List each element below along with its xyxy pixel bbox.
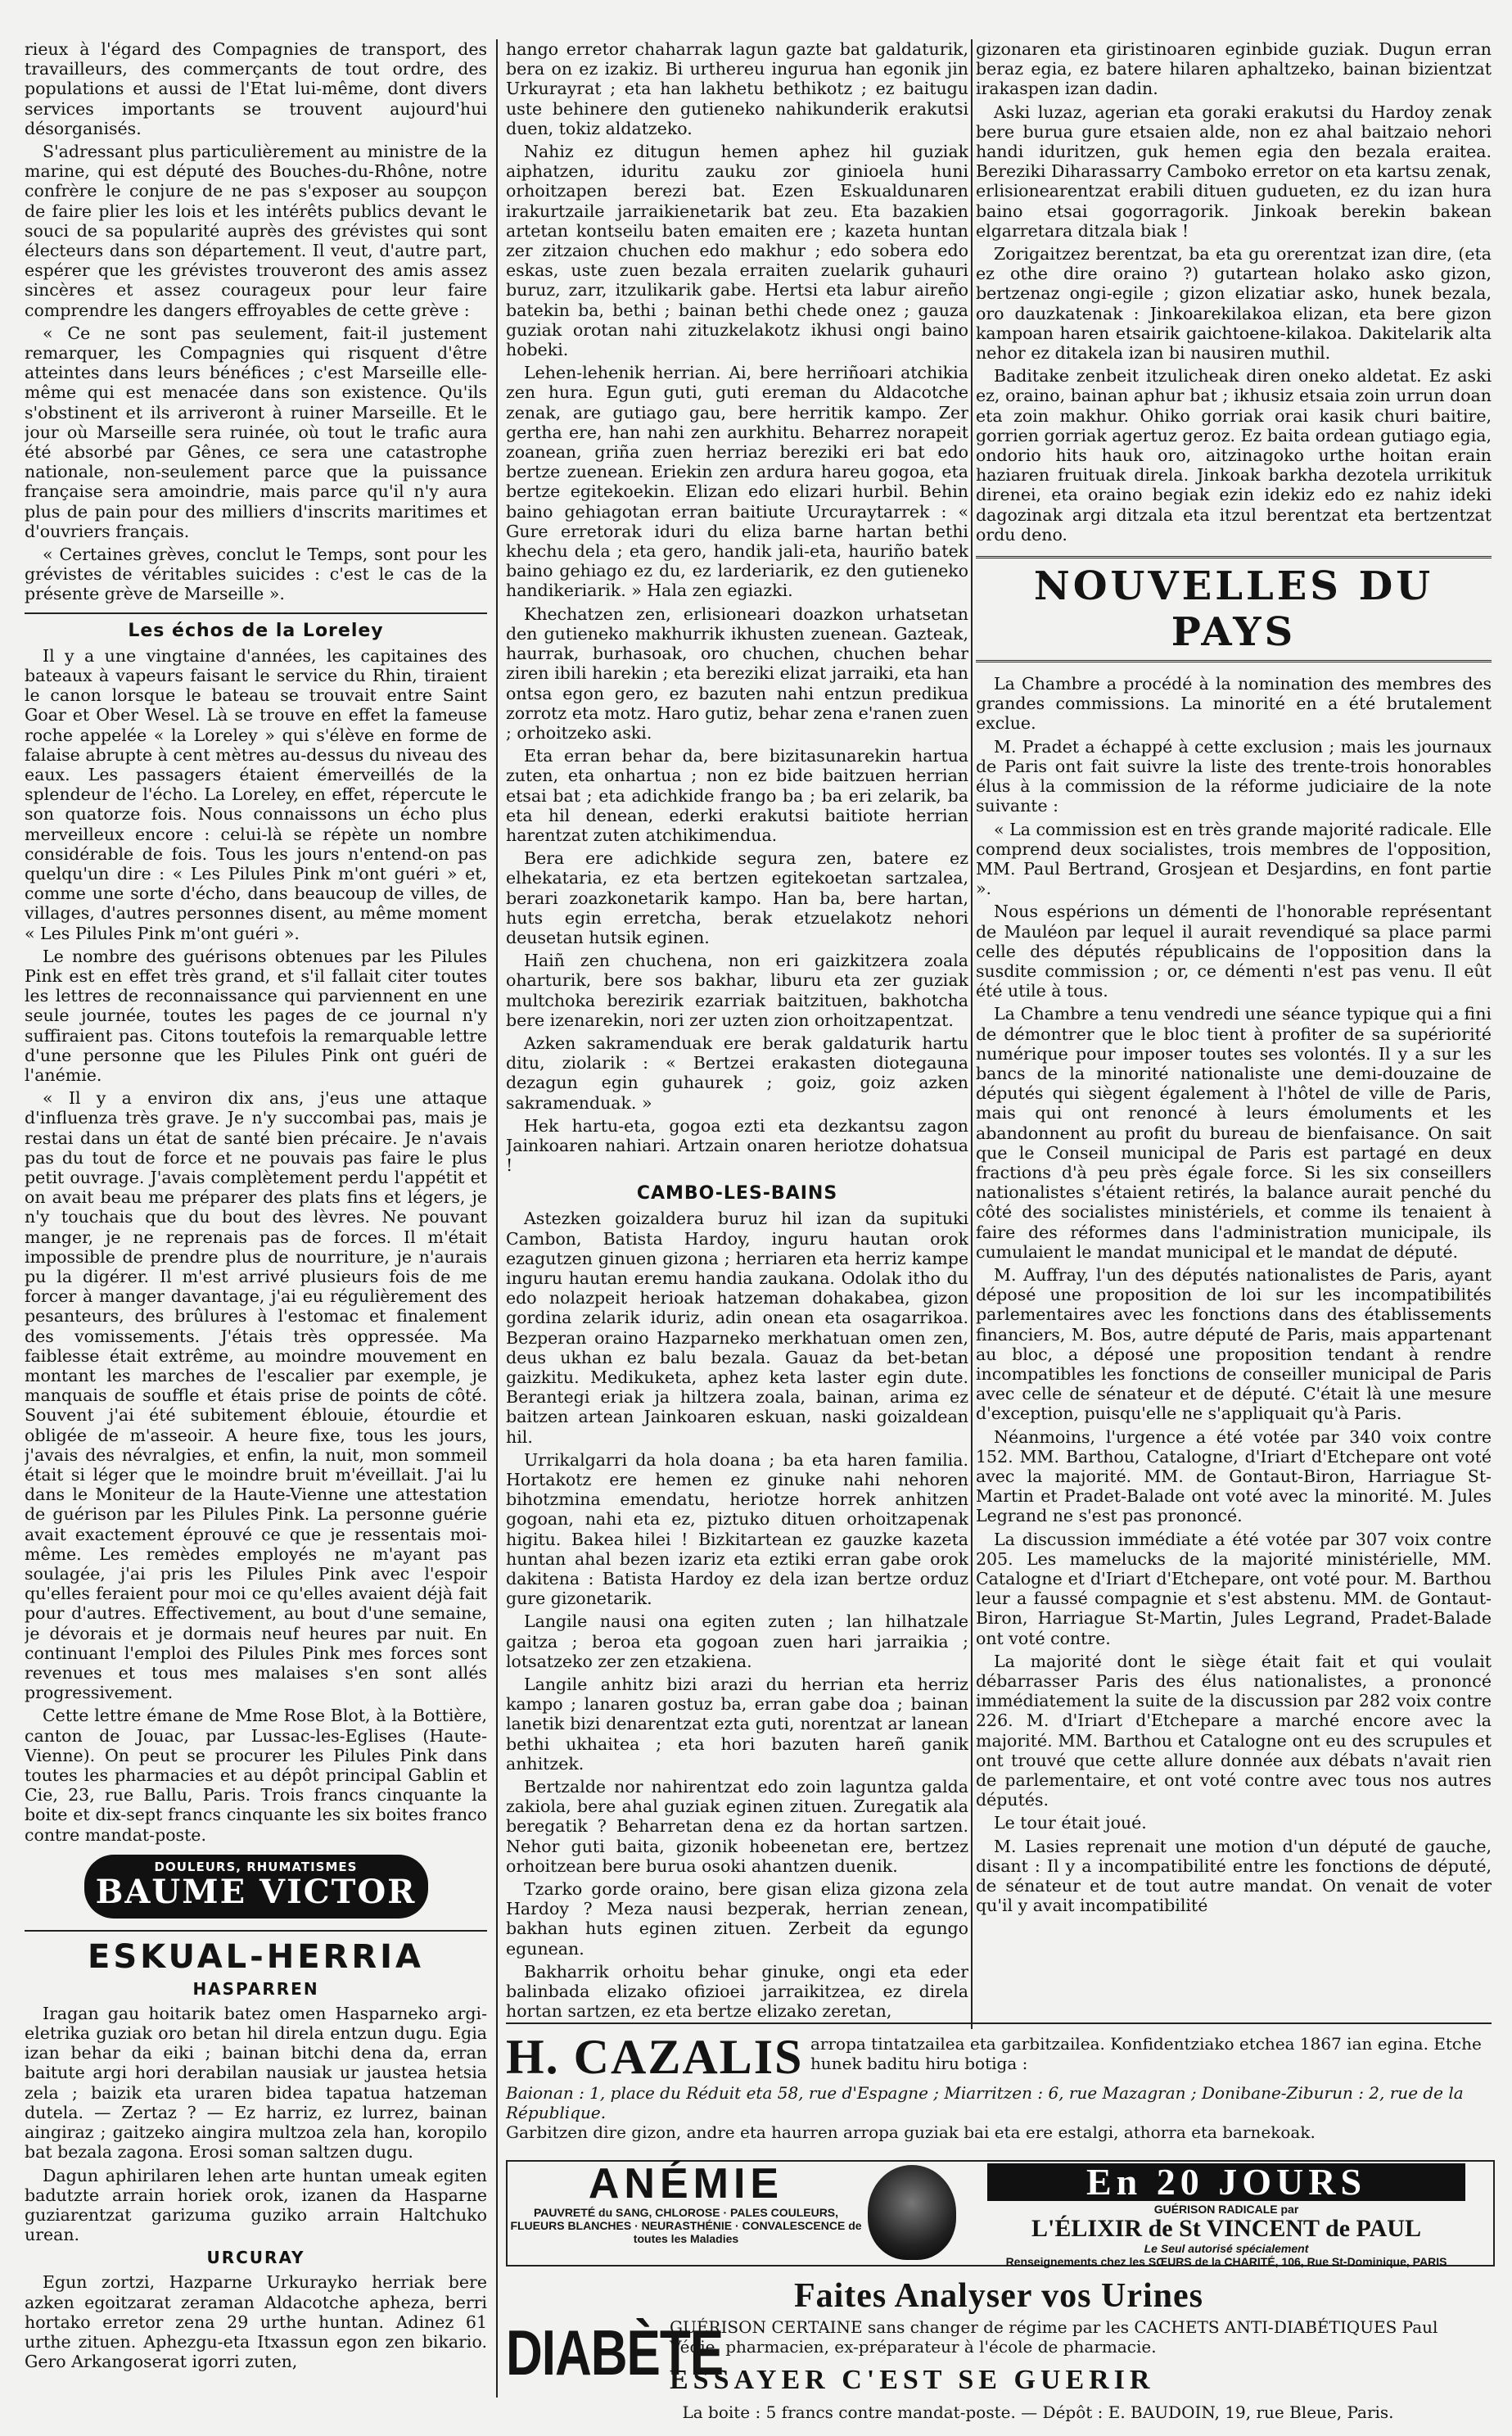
paragraph: Tzarko gorde oraino, bere gisan eliza gizona zela Hardoy ? Meza nausi bezperak, herrian zenean, bakhan huts eginen zituen. Zerbeit da egungo egunean. [506, 1879, 968, 1959]
paragraph: Urrikalgarri da hola doana ; ba eta haren familia. Hortakotz ere hemen ez ginuke nahi nehoren bihotzmina emendatu, heriotze horrek anhitzen gogoan, nahi eta ez, piztuko dituen orhoitzapenak higitu. Bakea hilei ! Bizkitartean ez gauzke kazeta huntan ahal bezen izariz eta eztiki erran gabe orok dakitena : Batista Hardoy ez dela izan bertze orduz gure gizonetarik. [506, 1449, 968, 1609]
paragraph: Le nombre des guérisons obtenues par les Pilules Pink est en effet très grand, et s'il fallait citer toutes les lettres de reconnaissance qui parviennent en une seule journée, toutes les pages de ce journal n'y suffiraient pas. Citons toutefois la remarquable lettre d'une personne que les Pilules Pink ont guéri de l'anémie. [25, 946, 487, 1085]
ad-title: BAUME VICTOR [95, 1872, 417, 1911]
paragraph: Bertzalde nor nahirentzat edo zoin laguntza galda zakiola, bere ahal guziak eginen zituen. Zuregatik ala beregatik ? Beharretan dena ez da hortan sartzen. Nehor guti baita, gizonik hobeenetan ere, bertzez orhoitzean bere burua osoki ahantzen duenik. [506, 1777, 968, 1876]
anemie-left [508, 2162, 864, 2265]
section-title: NOUVELLES DU PAYS [976, 556, 1492, 662]
paragraph: Haiñ zen chuchena, non eri gaizkitzera zoala oharturik, bere sos bakhar, liburu eta zer guziak multchoka berezirik ezarriak baitzituen, bakhotcha bere izenarekin, nori zer uzten zion orhoitzapentzat. [506, 951, 968, 1030]
paragraph: Eta erran behar da, bere bizitasunarekin hartua zuten, eta onhartua ; non ez bide baitzuen herrian etsai bat ; eta adichkide frango ba ; ba eri zelarik, ba eta hil denean, ederki erakutsi baitiote herrian harentzat zuten atchikimendua. [506, 746, 968, 845]
paragraph: M. Lasies reprenait une motion d'un député de gauche, disant : Il y a incompatibilité entre les fonctions de député, de sénateur et de tout autre mandat. On venait de voter qu'il y avait incompatibilité [976, 1836, 1492, 1916]
paragraph: La discussion immédiate a été votée par 307 voix contre 205. Les mamelucks de la majorité ministérielle, MM. Catalogne et d'Iriart d'Etchepare, ont voté pour. M. Barthou leur a faussé compagnie et s'est abstenu. MM. de Gontaut-Biron, Harriague St-Martin, Jules Legrand, Pradet-Balade ont voté contre. [976, 1529, 1492, 1648]
anemie-guerison: GUÉRISON RADICALE par [1153, 2203, 1299, 2216]
paragraph: M. Auffray, l'un des députés nationalistes de Paris, ayant déposé une proposition de loi sur les incompatibilités parlementaires avec les fonctions dans des établissements financiers, M. Bos, autre député de Paris, mais appartenant au bloc, a déposé une proposition tendant à rendre incompatibles les fonctions de conseiller municipal de Paris avec celle de sénateur et de député. C'était là une mesure d'exception, puisqu'elle ne s'appliquait qu'à Paris. [976, 1264, 1492, 1424]
town-heading: URCURAY [206, 2248, 305, 2268]
paragraph: Hek hartu-eta, gogoa ezti eta dezkantsu zagon Jainkoaren nahiari. Artzain onaren heriotze dohatsua ! [506, 1115, 968, 1176]
paragraph: Dagun aphirilaren lehen arte huntan umeak egiten badutzte arrain horiek orok, izanen da Hasparne guziarentzat garizuma guziko arrain Haltchuko urean. [25, 2165, 487, 2245]
paragraph: gizonaren eta giristinoaren eginbide guziak. Dugun erran beraz egia, ez batere hilaren aphaltzeko, bainan bizientzat irakaspen izan dadin. [976, 39, 1492, 99]
saint-portrait-icon [868, 2165, 956, 2260]
paragraph: Nous espérions un démenti de l'honorable représentant de Mauléon par lequel il aurait revendiqué sa place parmi celle des députés républicains de l'opposition dans la susdite commission ; or, ce démenti n'est pas venu. Il eût été utile à tous. [976, 902, 1492, 1001]
paragraph: Baditake zenbeit itzulicheak diren oneko aldetat. Ez aski ez, oraino, bainan aphur bat ; ikhusiz etsaia zoin urrun doan eta zoin makhur. Ohiko gorriak orai kasik churi baitire, gorrien gorriak agertuz geroz. Ez baita ordean gutiago egia, ondorio hits hauk oro, aitzinagoko urthe hoitan erain haziaren fruituak direla. Jinkoak barkha dezotela urrikituk direnei, eta oraino begiak ezin idekiz edo ez nahiz ideki dagozinak argi ditzala eta itzul berentzat eta bertzentzat ordu deno. [976, 366, 1492, 545]
advertisements [506, 2029, 1492, 2422]
paragraph: Egun zortzi, Hazparne Urkurayko herriak bere azken egoitzarat zeraman Aldacotche apheza, berri hortako erretor zena 29 urthe huntan. Adinez 61 urthe zituen. Aphezgu-eta Itxassun egon zen bikario. Gero Arkangoserat igorri zuten, [25, 2272, 487, 2372]
paragraph: S'adressant plus particulièrement au ministre de la marine, qui est député des Bouches-du-Rhône, notre confrère le conjure de ne pas s'exposer au soupçon de faire plier les lois et les intérêts publics devant le souci de sa popularité auprès des grévistes qui sont électeurs dans son département. Il veut, d'autre part, espérer que les grévistes trouveront des amis assez sincères et assez courageux pour leur faire comprendre les dangers effroyables de cette grève : [25, 142, 487, 320]
paragraph: Néanmoins, l'urgence a été votée par 340 voix contre 152. MM. Barthou, Catalogne, d'Iriart d'Etchepare ont voté avec la majorité. MM. de Gontaut-Biron, Harriague St-Martin et Pradet-Balade ont voté avec la minorité. M. Jules Legrand ne s'est pas prononcé. [976, 1426, 1492, 1526]
paragraph: Iragan gau hoitarik batez omen Hasparneko argi-eletrika guziak oro betan hil direla entzun dugu. Egia izan behar da eiki ; bainan bitchi dena da, erran baitute argi hori derabilan nausiak ur jaustea hetsia zela ; baizik eta uraren bidea tapatua hatzeman dutela. — Zertaz ? — Ez harriz, ez lurrez, bainan aingiraz ; gaitzeko aingira multzoa zela han, koropilo bat bezala zagona. Erosi soman saltzen dugu. [25, 2003, 487, 2163]
paragraph: rieux à l'égard des Compagnies de transport, des travailleurs, des commerçants de tout ordre, des populations et aussi de l'Etat lui-même, dont divers services importants se trouvent aujourd'hui désorganisés. [25, 39, 487, 138]
anemie-ad [506, 2160, 1495, 2267]
diabete-title: DIABÈTE [506, 2318, 724, 2389]
cazalis-addresses: Baionan : 1, place du Réduit eta 58, rue d'Espagne ; Miarritzen : 6, rue Mazagran ; Donibane-Ziburun : 2, rue de la République. [506, 2083, 1464, 2122]
column-1 [25, 39, 487, 2398]
ad-subtitle: DOULEURS, RHUMATISMES [154, 1859, 358, 1874]
article-heading: Les échos de la Loreley [25, 612, 487, 641]
paragraph: Le tour était joué. [994, 1813, 1147, 1833]
cazalis-services: Garbitzen dire gizon, andre eta haurren arropa guziak bai eta ere estalgi, athorra eta barnekoak. [506, 2122, 1316, 2142]
anemie-en20: En 20 JOURS [987, 2163, 1465, 2201]
column-divider [496, 39, 498, 2398]
anemie-fine-print: Renseignements chez les SŒURS de la CHARITÉ, 106, Rue St-Dominique, PARIS [1005, 2255, 1447, 2268]
section-title: ESKUAL-HERRIA [25, 1930, 487, 1976]
anemie-right [963, 2161, 1490, 2268]
paragraph: « Certaines grèves, conclut le Temps, sont pour les grévistes de véritables suicides : c'est le cas de la présente grève de Marseille ». [25, 545, 487, 604]
paragraph: La Chambre a tenu vendredi une séance typique qui a fini de démontrer que le bloc tient à profiter de sa supériorité numérique pour imposer toutes ses volontés. Il y a sur les bancs de la minorité nationaliste une demi-douzaine de députés qui siègent également à l'hôtel de ville de Paris, mais qui ont renoncé à leurs émoluments et les abandonnent au profit du bureau de bienfaisance. On sait que le Conseil municipal de Paris est partagé en deux fractions d'à peu près égale force. Si les six conseillers nationalistes s'étaient retirés, la balance aurait penché du côté des socialistes ministériels, et comme ils tenaient à faire des réformes dans l'administration municipale, ils cumulaient le mandat municipal et le mandat de député. [976, 1004, 1492, 1262]
paragraph: Zorigaitzez berentzat, ba eta gu orerentzat izan dire, (eta ez othe dire oraino ?) gutartean holako asko gizon, bertzenaz ongi-egile ; gizon elizatiar asko, hunek bezala, oro dauzkatenak : Jinkoarekilakoa elizan, eta bere gizon kampoan haren etsairik gaichtoene-kilakoa. Dakitelarik alta nehor ez ditakela izan bi nausiren muthil. [976, 244, 1492, 364]
paragraph: Khechatzen zen, erlisioneari doazkon urhatsetan den gutieneko makhurrik ikhusten zuenean. Gazteak, haurrak, burhasoak, oro chuchen, chuchen behar ziren ibili harekin ; eta bereziki elizat jarraiki, eta han ontsa egon gero, ez bazuten nahi entzun predikua zorrotz eta motz. Haro gutiz, behar zena e'ranen zuen ; orhoitzeko aski. [506, 603, 968, 743]
paragraph: « La commission est en très grande majorité radicale. Elle comprend deux socialistes, trois membres de l'opposition, MM. Paul Bertrand, Grosjean et Desjardins, en font partie ». [976, 819, 1492, 899]
paragraph: Bera ere adichkide segura zen, batere ez elhekataria, ez eta bertzen egitekoetan sartzalea, berari zoazkonetarik kampo. Han ba, bere hartan, huts egin erretcha, berak etzuelakotz nehori deusetan hutsik eginen. [506, 848, 968, 947]
paragraph: Nahiz ez ditugun hemen aphez hil guziak aiphatzen, iduritu zauku zor ginioela huni orhoitzapen berezi bat. Ezen Eskualdunaren irakurtzaile jarraikienetarik bat zeu. Eta bazakien artetan kontseilu baten emaiten ere ; kazeta huntan zer zitzaion chuchen edo makhur ; edo sobera edo eskas, uste zuen bezala erraiten zuelarik guhauri buruz, zarr, itzulikarik gabe. Hertsi eta labur aireño batekin ba, bethi ; bainan bethi chede onez ; gauza guziak orotan nahi zituzkelakotz ikhusi ongi baino hobeki. [506, 142, 968, 360]
ad-divider [506, 2022, 1492, 2024]
anemie-title: ANÉMIE [588, 2160, 784, 2208]
paragraph: Bakharrik orhoitu behar ginuke, ongi eta eder balinbada elizako ofizioei jarraikitzea, ez direla hortan sartzen, ez eta bertze elizako zeretan, [506, 1961, 968, 2022]
town-heading: CAMBO-LES-BAINS [636, 1183, 838, 1204]
anemie-symptoms: PAUVRETÉ du SANG, CHLOROSE · PALES COULEURS, FLUEURS BLANCHES · NEURASTHÉNIE · CONVALESCENCE de toutes les Maladies [510, 2206, 862, 2245]
diabete-text: GUÉRISON CERTAINE sans changer de régime par les CACHETS ANTI-DIABÉTIQUES Paul Védie, pharmacien, ex-préparateur à l'école de pharmacie. [670, 2317, 1438, 2357]
urines-title: Faites Analyser vos Urines [793, 2277, 1204, 2315]
town-heading: HASPARREN [192, 1978, 319, 1999]
anemie-seul: Le Seul autorisé spécialement [1144, 2242, 1309, 2255]
paragraph: Langile anhitz bizi arazi du herrian eta herriz kampo ; lanaren gostuz ba, erran gabe doa ; bainan lanetik bizi denarentzat ezta guti, norentzat ar lanean bethi ukhaitea ; eta hori bazuten hareñ ganik anhitzek. [506, 1674, 968, 1774]
paragraph: Astezken goizaldera buruz hil izan da supituki Cambon, Batista Hardoy, inguru hautan orok ezagutzen ginuen gizona ; herriaren eta herriz kampe inguru hautan eremu handia zaukana. Odolak itho du edo nolazpeit herioak hatzeman dohakabea, gizon gordina zelarik iduriz, adin onean eta osagarrikoa. Bezperan oraino Hazparneko merkhatuan omen zen, deus ukhan ez balu bezala. Gauaz da bet-betan gaizkitu. Medikuketa, aphez keta laster egin dute. Berantegi eriak ja hiltzera zoala, bainan, arima ez baitzen artean Jainkoaren eskuan, naski goizaldean hil. [506, 1209, 968, 1447]
cazalis-ad-address [506, 2083, 1492, 2142]
column-divider [971, 39, 973, 2029]
cazalis-ad-text: arropa tintatzailea eta garbitzailea. Konfidentziako etchea 1867 ian egina. Etche hunek baditu hiru botiga : [810, 2034, 1482, 2073]
paragraph: La Chambre a procédé à la nomination des membres des grandes commissions. La minorité en a été brutalement exclue. [976, 674, 1492, 734]
paragraph: Cette lettre émane de Mme Rose Blot, à la Bottière, canton de Jouac, par Lussac-les-Eglises (Haute-Vienne). On peut se procurer les Pilules Pink dans toutes les pharmacies et au dépôt principal Gablin et Cie, 23, rue Ballu, Paris. Trois francs cinquante la boite et dix-sept francs cinquante les six boites franco contre mandat-poste. [25, 1706, 487, 1845]
paragraph: Il y a une vingtaine d'années, les capitaines des bateaux à vapeurs faisant le service du Rhin, tiraient le canon lorsque le bateau se trouvait entre Saint Goar et Ober Wesel. Là se trouve en effet la fameuse roche appelée « la Loreley » qui s'élève en forme de falaise abrupte à cent mètres au-dessus du niveau des eaux. Les passagers étaient émerveillés de la splendeur de l'écho. La Loreley, en effet, répercute le son quatorze fois. Nous connaissons un écho plus merveilleux encore : celui-là se répète un nombre considérable de fois. Tous les jours n'entend-on pas quelqu'un dire : « Les Pilules Pink m'ont guéri » et, comme une sorte d'écho, dans beaucoup de villes, de villages, d'autres personnes disent, au même moment « Les Pilules Pink m'ont guéri ». [25, 645, 487, 943]
anemie-elixir: L'ÉLIXIR de St VINCENT de PAUL [1031, 2215, 1421, 2242]
paragraph: Langile nausi ona egiten zuten ; lan hilhatzale gaitza ; beroa eta gogoan zuen hari jarraikia ; lotsatzeko zer zen etzakiena. [506, 1611, 968, 1671]
column-3 [976, 39, 1492, 2029]
paragraph: Lehen-lehenik herrian. Ai, bere herriñoari atchikia zen hura. Egun guti, guti ereman du Aldacotche zenak, are gutiago gau, bere herritik kampo. Zer gertha ere, han nahi zen aurkhitu. Beharrez norapeit zoanean, griña zuen herriaz bereziki eri bat edo bertze zuenean. Eriekin zen ardura hareu gogoa, eta bertze egitekoekin. Elizan edo elizari hurbil. Behin baino gehiagotan erran baitiute Urcuraytarrek : « Gure erretorak iduri du eliza barne hartan bethi khechu dela ; eta gero, handik jali-eta, hauriño batek baino gehiago ez du, ez larderiarik, ez den gutieneko handikeriarik. » Hala zen egiazki. [506, 363, 968, 601]
essayer-slogan: ESSAYER C'EST SE GUERIR [670, 2365, 1155, 2395]
column-2 [506, 39, 968, 2029]
paragraph: « Ce ne sont pas seulement, fait-il justement remarquer, les Compagnies qui risquent d'être atteintes dans leurs bénéfices ; c'est Marseille elle-même qui est menacée dans son existence. Qu'ils s'obstinent et ils arriveront à ruiner Marseille. Et le jour où Marseille sera ruinée, où tout le trafic aura été absorbé par Gênes, ce sera une catastrophe nationale, non-seulement parce que la puissance française sera amoindrie, mais parce qu'il n'y aura plus de pain pour des milliers d'inscrits maritimes et d'ouvriers français. [25, 323, 487, 541]
baume-victor-ad [84, 1855, 428, 1919]
paragraph: « Il y a environ dix ans, j'eus une attaque d'influenza très grave. Je n'y succombai pas, mais je restai dans un état de santé bien précaire. Je n'avais pas du tout de force et ne pouvais pas faire le plus petit ouvrage. J'avais complètement perdu l'appétit et on avait beau me préparer des plats fins et légers, je n'y touchais que du bout des lèvres. Ne pouvant manger, je ne reprenais pas de forces. Il m'était impossible de prendre plus de nourriture, je n'aurais pu la digérer. Il m'est arrivé plusieurs fois de me forcer à manger davantage, j'ai eu régulièrement des pesanteurs, des brûlures à l'estomac et finalement des vomissements. J'étais très oppressée. Ma faiblesse était extrême, au moindre mouvement en montant les marches de l'escalier par exemple, je manquais de souffle et étais prise de points de côté. Souvent j'ai été subitement éblouie, étourdie et obligée de m'asseoir. A heure fixe, tous les jours, j'avais des névralgies, et enfin, la nuit, mon sommeil était si léger que le moindre bruit m'éveillait. J'ai lu dans le Moniteur de la Haute-Vienne une attestation de guérison par les Pilules Pink. La personne guérie avait exactement éprouvé ce que je ressentais moi-même. Les remèdes employés ne m'ayant pas soulagée, j'ai pris les Pilules Pink avec l'espoir qu'elles feraient pour moi ce qu'elles avaient déjà fait pour d'autres. Effectivement, au bout d'une semaine, je dévorais et je dormais neuf heures par nuit. En continuant l'emploi des Pilules Pink mes forces sont revenues et tous mes malaises s'en sont allés progressivement. [25, 1088, 487, 1703]
paragraph: Azken sakramenduak ere berak galdaturik hartu ditu, ziolarik : « Bertzei erakasten diotegauna dezagun egin guhaurek ; goiz, goiz azken sakramenduak. » [506, 1033, 968, 1113]
paragraph: hango erretor chaharrak lagun gazte bat galdaturik, bera on ez izakiz. Bi urthereu ingurua han egonik jin Urkurayrat ; eta han lakhetu bethikotz ; ez baitugu uste behinere den gutieneko nahikunderik erakutsi duen, tokiz aldatzeko. [506, 39, 968, 138]
paragraph: Aski luzaz, agerian eta goraki erakutsi du Hardoy zenak bere burua gure etsaien alde, non ez ahal baitzaio nehori handi iduritzen, guk hemen egia den bezala eraitea. Bereziki Diharassarry Camboko erretor on eta kartsu zenak, erlisionearentzat erabili dituen gudueten, ez du izan hura baino etsai gogorragorik. Jinkoak berekin bakean elgarretara ditzala biak ! [976, 102, 1492, 241]
cazalis-ad-title: H. CAZALIS [506, 2030, 804, 2084]
diabete-price: La boite : 5 francs contre mandat-poste. — Dépôt : E. BAUDOIN, 19, rue Bleue, Paris. [682, 2402, 1394, 2422]
paragraph: La majorité dont le siège était fait et qui voulait débarrasser Paris des élus nationalistes, a prononcé immédiatement la suite de la discussion par 282 voix contre 226. M. d'Iriart d'Etchepare a marché encore avec la majorité. MM. Barthou et Catalogne ont eu des scrupules et ont trouvé que cette allure donnée aux débats n'avait rien de parlementaire, et ont voté contre avec tous nos autres députés. [976, 1651, 1492, 1810]
paragraph: M. Pradet a échappé à cette exclusion ; mais les journaux de Paris ont fait suivre la liste des trente-trois honorables élus à la commission de la réforme judiciaire de la note suivante : [976, 736, 1492, 816]
